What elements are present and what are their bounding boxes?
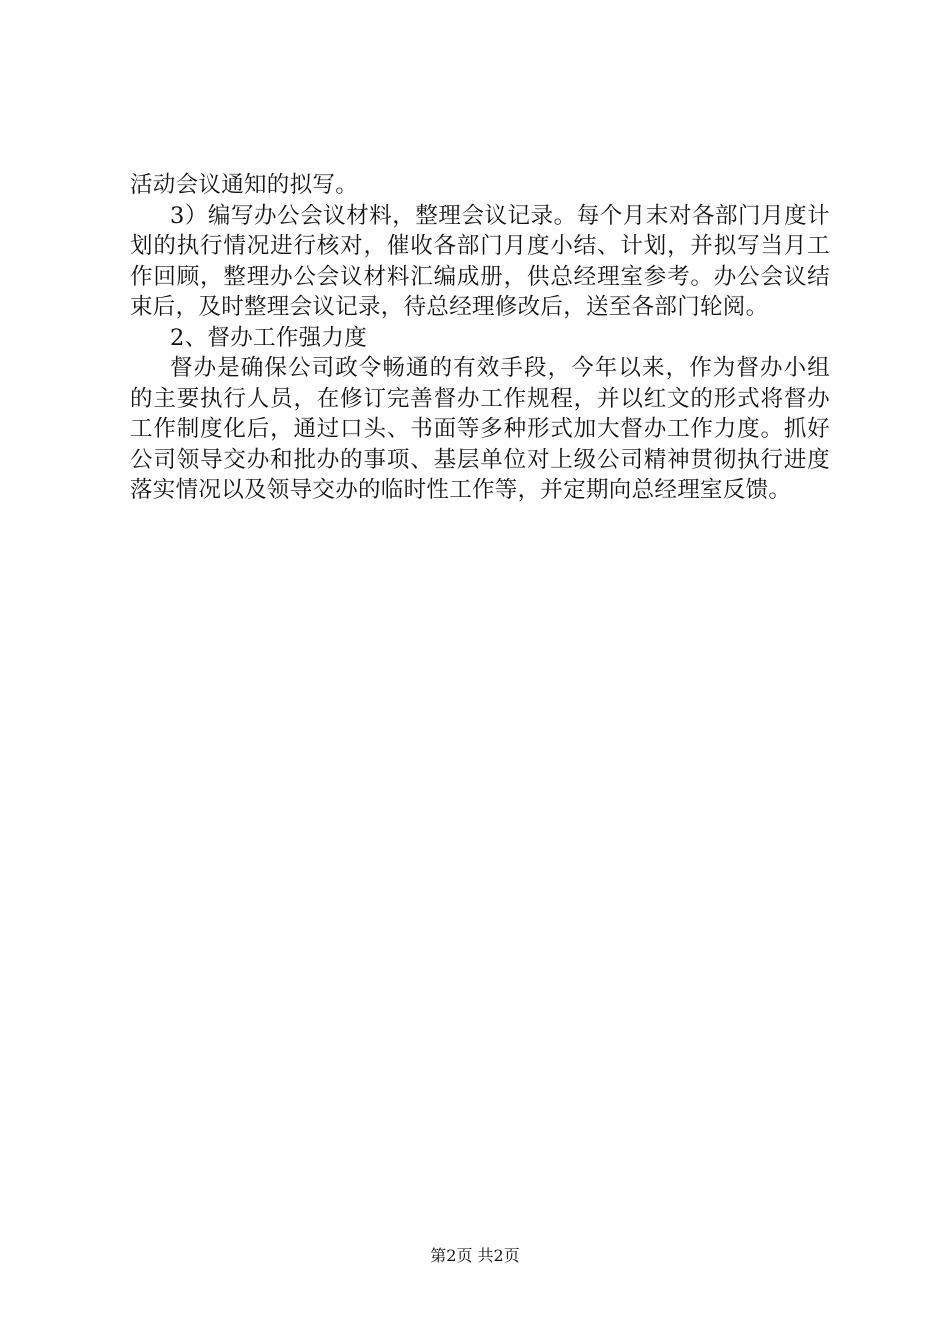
document-body — [130, 170, 830, 506]
page-footer: 第2页 共2页 — [430, 1246, 520, 1265]
paragraph-supervision: 督办是确保公司政令畅通的有效手段，今年以来，作为督办小组的主要执行人员，在修订完善督办工作规程，并以红文的形式将督办工作制度化后，通过口头、书面等多种形式加大督办工作力度。抓好公司领导交办和批办的事项、基层单位对上级公司精神贯彻执行进度落实情况以及领导交办的临时性工作等，并定期向总经理室反馈。 — [130, 355, 830, 503]
paragraph-continuation: 活动会议通知的拟写。 — [130, 172, 359, 198]
section-heading-2: 2、督办工作强力度 — [170, 324, 368, 351]
paragraph-item-3: 3）编写办公会议材料，整理会议记录。每个月末对各部门月度计划的执行情况进行核对，催收各部门月度小结、计划，并拟写当月工作回顾，整理办公会议材料汇编成册，供总经理室参考。办公会议结束后，及时整理会议记录，待总经理修改后，送至各部门轮阅。 — [130, 202, 830, 320]
